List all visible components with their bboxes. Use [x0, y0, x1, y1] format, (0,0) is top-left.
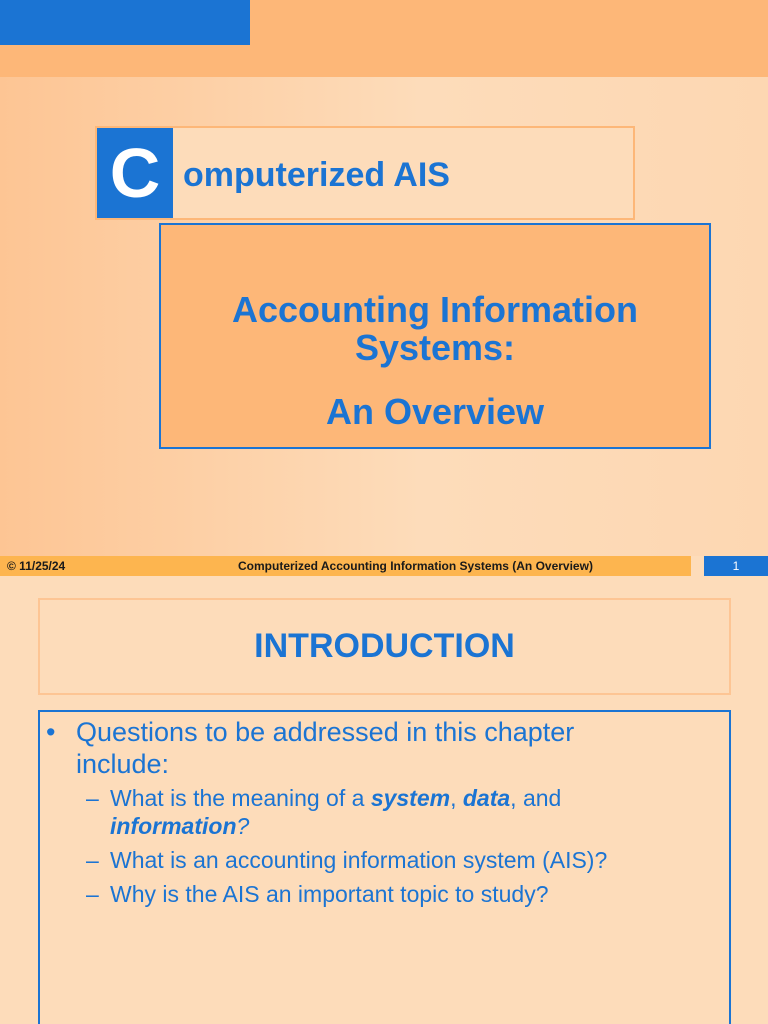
introduction-slide — [0, 576, 768, 1024]
page-number: 1 — [704, 556, 768, 576]
sub-item-text: What is an accounting information system (AIS)? — [110, 847, 608, 873]
title-text: omputerized AIS — [183, 156, 450, 194]
title-initial: C — [97, 128, 173, 218]
bullet-text — [76, 716, 676, 780]
subtitle-line2: Systems: — [354, 327, 516, 368]
heading-box — [38, 598, 731, 695]
subtitle-line1: Accounting Information — [232, 289, 638, 330]
subtitle-line3: An Overview — [325, 391, 545, 432]
top-accent-bar — [0, 0, 250, 45]
dash-icon: – — [86, 847, 99, 873]
q1-comma: , — [450, 785, 463, 811]
footer-date: © 11/25/24 — [7, 559, 66, 573]
q1-information: information — [110, 813, 237, 839]
q1-and: , and — [510, 785, 562, 811]
slide-heading: INTRODUCTION — [254, 627, 515, 665]
subtitle-box — [159, 223, 711, 449]
dash-icon: – — [86, 785, 99, 811]
q1-prefix: What is the meaning of a — [110, 785, 371, 811]
dash-icon: – — [86, 881, 99, 907]
footer-title: Computerized Accounting Information Systems (An Overview) — [238, 559, 593, 573]
bullet-line2: include: — [76, 749, 170, 779]
title-box — [95, 126, 635, 220]
content-box — [38, 710, 731, 1024]
bullet-line1: Questions to be addressed in this chapter — [76, 717, 575, 747]
bullet-icon: • — [46, 717, 56, 747]
q1-system: system — [370, 785, 451, 811]
q1-data: data — [462, 785, 511, 811]
subtitle-main — [161, 291, 709, 367]
q1-qmark: ? — [236, 813, 250, 839]
sub-item-text — [110, 784, 690, 840]
footer-bar — [0, 556, 691, 576]
sub-item-text: Why is the AIS an important topic to study? — [110, 881, 549, 907]
